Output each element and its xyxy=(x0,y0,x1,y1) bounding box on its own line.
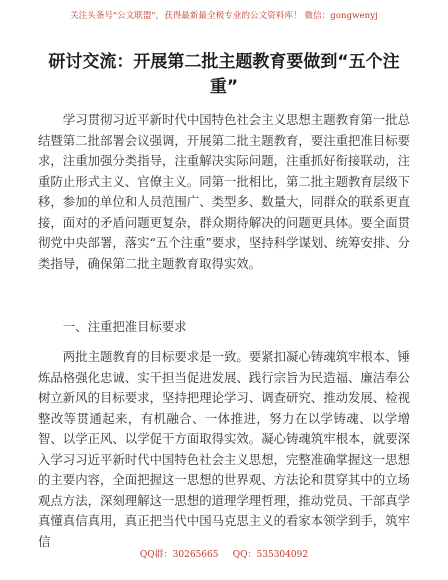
document-title: 研讨交流：开展第二批主题教育要做到“五个注重” xyxy=(48,52,400,97)
header-note: 关注头条号"公文联盟"，获得最新最全极专业的公文资料库！ 微信：gongwenyj xyxy=(70,11,378,21)
section-heading-1: 一、注重把准目标要求 xyxy=(62,319,187,334)
footer-contact: QQ群：30265665 QQ：535304092 xyxy=(139,550,309,560)
paragraph-intro: 学习贯彻习近平新时代中国特色社会主义思想主题教育第一批总结暨第二批部署会议强调，开展第二批主题教育，要注重把准目标要求，注重加强分类指导，注重解决实际问题，注重抓好衔接联动，注重防止形式主义、官僚主义。同第一批相比，第二批主题教育层级下移，参加的单位和人员范围广、类型多、数量大，同群众的联系更直接，面对的矛盾问题更复杂，群众期待解决的问题更具体。要全面贯彻党中央部署，落实“五个注重”要求，坚持科学谋划、统筹安排、分类指导，确保第二批主题教育取得实效。 xyxy=(38,112,410,271)
paragraph-section-1: 两批主题教育的目标要求是一致。要紧扣凝心铸魂筑牢根本、锤炼品格强化忠诚、实干担当促进发展、践行宗旨为民造福、廉洁奉公树立新风的目标要求，坚持把理论学习、调查研究、推动发展、检视整改等贯通起来，有机融合、一体推进，努力在以学铸魂、以学增智、以学正风、以学促干方面取得实效。凝心铸魂筑牢根本，就要深入学习习近平新时代中国特色社会主义思想，完整准确掌握这一思想的主要内容，全面把握这一思想的世界观、方法论和贯穿其中的立场观点方法，深刻理解这一思想的道理学理哲理，推动党员、干部真学真懂真信真用，真正把当代中国马克思主义的看家本领学到手，筑牢信 xyxy=(38,349,410,549)
